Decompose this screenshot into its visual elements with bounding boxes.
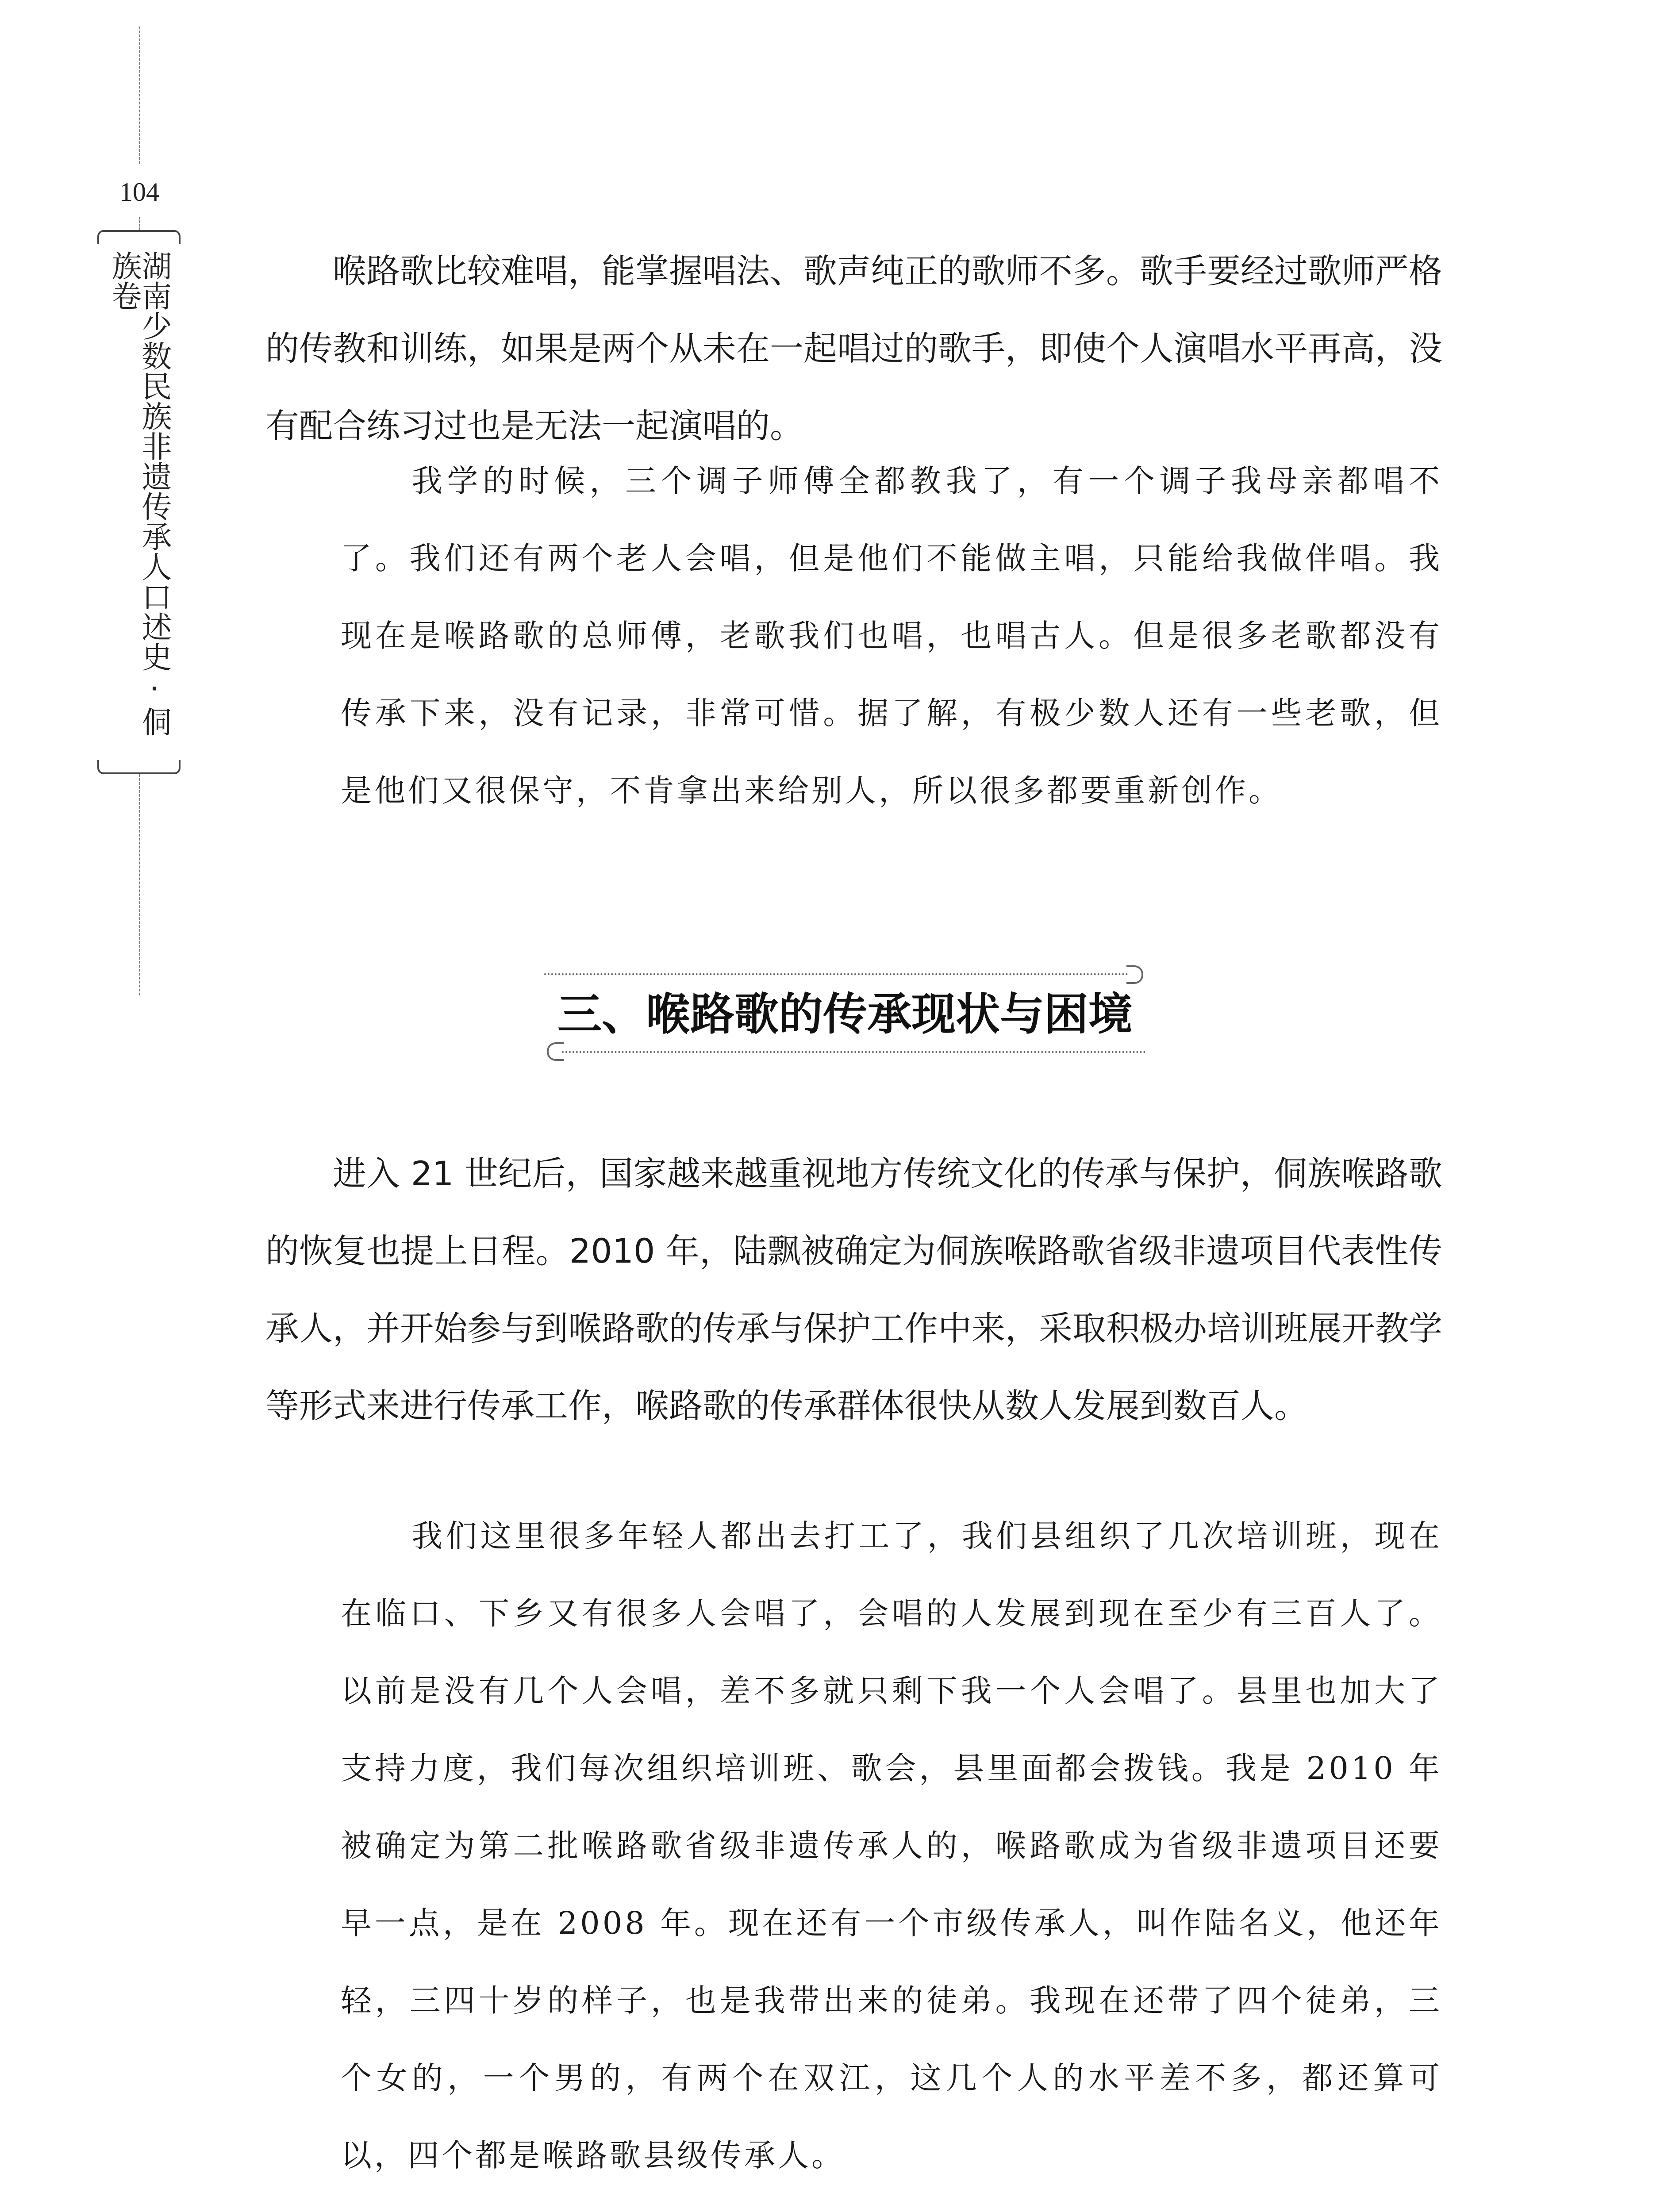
quote-paragraph-2: 我们这里很多年轻人都出去打工了，我们县组织了几次培训班，现在在临口、下乡又有很多人会唱了，会唱的人发展到现在至少有三百人了。以前是没有几个人会唱，差不多就只剩下我一个人会唱了。县里也加大了支持力度，我们每次组织培训班、歌会，县里面都会拨钱。我是 2010 年被确定为第二批喉路歌省级非遗传承人的，喉路歌成为省级非遗项目还要早一点，是在 2008 年。现在还有一个市级传承人，叫作陆名义，他还年轻，三四十岁的样子，也是我带出来的徒弟。我现在还带了四个徒弟，三个女的，一个男的，有两个在双江，这几个人的水平差不多，都还算可以，四个都是喉路歌县级传承人。 [341,1518,1442,2174]
margin-line-top [139,27,140,164]
margin-line-mid [139,217,140,230]
section-title: 三、喉路歌的传承现状与困境 [557,988,1133,1040]
heading-rule-top [544,973,1128,975]
quote-paragraph-1: 我学的时候，三个调子师傅全都教我了，有一个调子我母亲都唱不了。我们还有两个老人会唱，但是他们不能做主唱，只能给我做伴唱。我现在是喉路歌的总师傅，老歌我们也唱，也唱古人。但是很多老歌都没有传承下来，没有记录，非常可惜。据了解，有极少数人还有一些老歌，但是他们又很保守，不肯拿出来给别人，所以很多都要重新创作。 [341,463,1442,809]
section-heading [544,956,1146,1071]
body-paragraph-1: 喉路歌比较难唱，能掌握唱法、歌声纯正的歌师不多。歌手要经过歌师严格的传教和训练，如果是两个从未在一起唱过的歌手，即使个人演唱水平再高，没有配合练习过也是无法一起演唱的。 [265,251,1442,445]
heading-curl-bottom [547,1042,564,1061]
heading-curl-top [1126,965,1143,984]
margin-line-bottom [139,774,140,995]
running-book-title [84,230,194,774]
heading-rule-bottom [562,1051,1146,1053]
title-bracket-top [97,230,181,244]
book-title-text: 湖南少数民族非遗传承人口述史·侗族卷 [107,250,172,737]
body-paragraph-2: 进入 21 世纪后，国家越来越重视地方传统文化的传承与保护，侗族喉路歌的恢复也提上日程。2010 年，陆飘被确定为侗族喉路歌省级非遗项目代表性传承人，并开始参与到喉路歌的传承与保护工作中来，采取积极办培训班展开教学等形式来进行传承工作，喉路歌的传承群体很快从数人发展到数百人。 [265,1154,1442,1425]
title-bracket-bottom [97,760,181,774]
page-number: 104 [119,177,159,207]
